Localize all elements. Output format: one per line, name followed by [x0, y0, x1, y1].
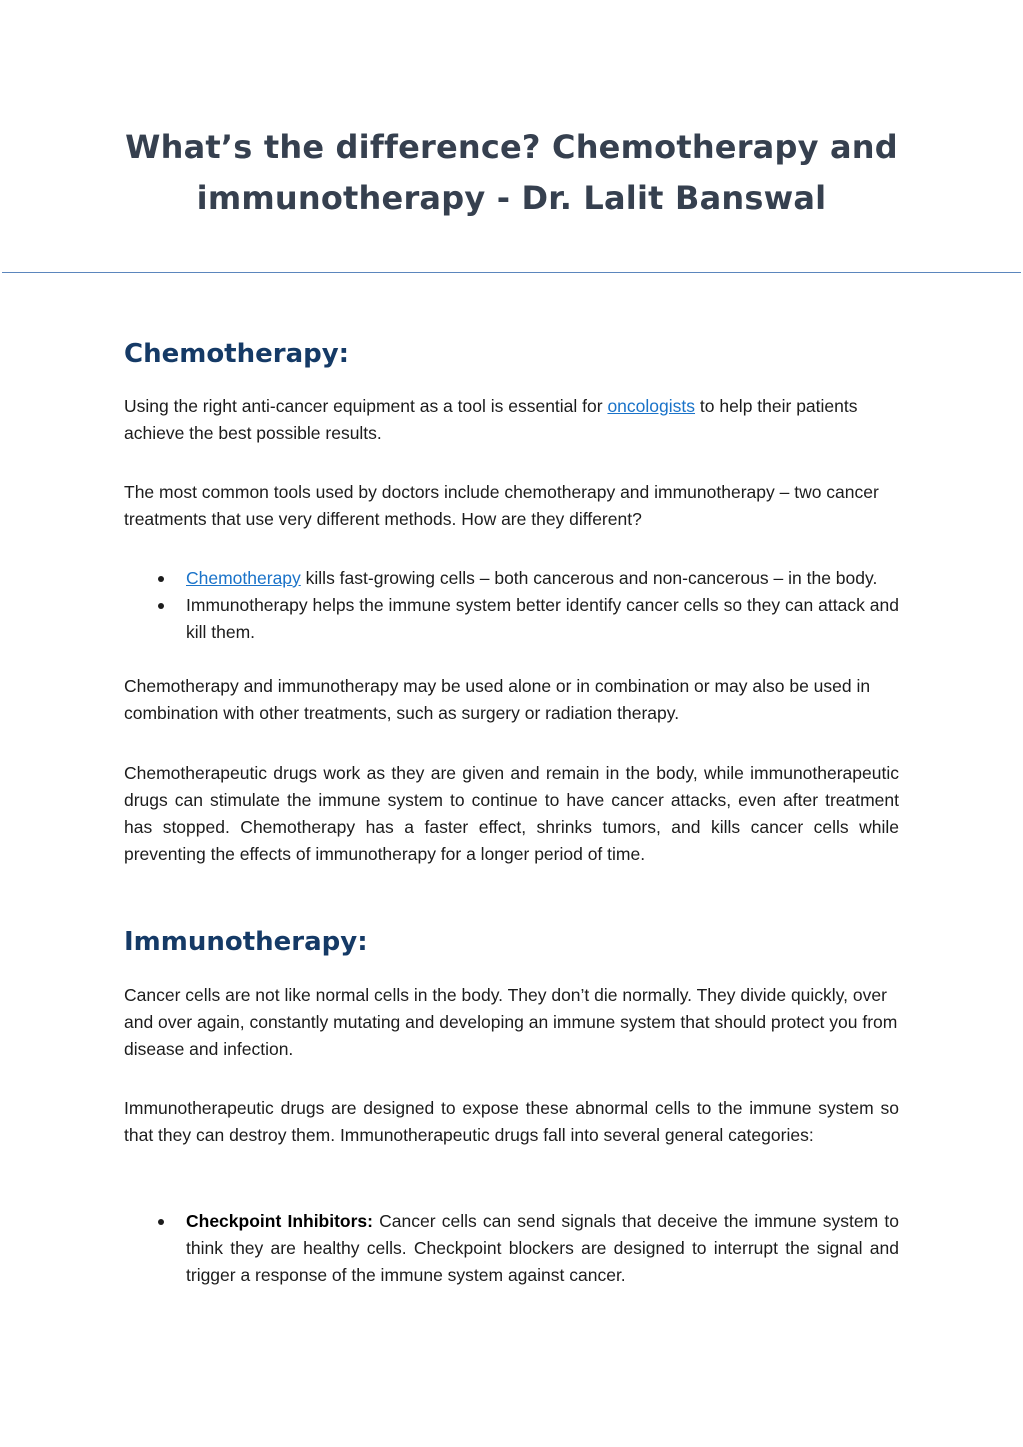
- immunotherapy-bullet-list: [124, 1208, 899, 1289]
- chemotherapy-paragraph-1: [124, 393, 899, 447]
- list-item: [124, 1208, 899, 1289]
- immunotherapy-paragraph-2: Immunotherapeutic drugs are designed to expose these abnormal cells to the immune system so that they can destroy them. Immunotherapeutic drugs fall into several general categories:: [124, 1098, 899, 1145]
- chemotherapy-link[interactable]: Chemotherapy: [186, 568, 301, 588]
- immunotherapy-heading: Immunotherapy:: [124, 927, 368, 957]
- chemotherapy-heading: Chemotherapy:: [124, 339, 350, 369]
- bullet-dot-icon: [158, 1219, 164, 1225]
- document-title: [0, 122, 1023, 224]
- oncologists-link[interactable]: oncologists: [607, 396, 696, 416]
- checkpoint-inhibitors-label: Checkpoint Inhibitors:: [186, 1211, 373, 1231]
- list-item: [124, 592, 899, 646]
- chemotherapy-paragraph-2: The most common tools used by doctors include chemotherapy and immunotherapy – two cancer treatments that use very different methods. How are they different?: [124, 482, 879, 529]
- chemo-p1-text-before: Using the right anti-cancer equipment as a tool is essential for: [124, 396, 608, 416]
- chemo-p1-text-after: to help their patients achieve the best possible results.: [124, 396, 858, 443]
- bullet-text: Immunotherapy helps the immune system better identify cancer cells so they can attack and kill them.: [186, 595, 899, 642]
- immunotherapy-paragraph-1: Cancer cells are not like normal cells in the body. They don’t die normally. They divide quickly, over and over again, constantly mutating and developing an immune system that should protect you from disease and infection.: [124, 985, 898, 1059]
- chemotherapy-paragraph-4: Chemotherapeutic drugs work as they are given and remain in the body, while immunotherapeutic drugs can stimulate the immune system to continue to have cancer attacks, even after treatment has stopped. Chemotherapy has a faster effect, shrinks tumors, and kills cancer cells while preventing the effects of immunotherapy for a longer period of time.: [124, 763, 899, 864]
- list-item: [124, 565, 899, 592]
- bullet-dot-icon: [158, 603, 164, 609]
- bullet-text: kills fast-growing cells – both cancerous and non-cancerous – in the body.: [300, 568, 878, 588]
- title-line-1: What’s the difference? Chemotherapy and: [125, 128, 898, 166]
- bullet-text: Cancer cells can send signals that deceive the immune system to think they are healthy cells. Checkpoint blockers are designed to interrupt the signal and trigger a response of the immune system against cancer.: [186, 1211, 899, 1285]
- title-divider: [2, 272, 1021, 273]
- title-line-2: immunotherapy - Dr. Lalit Banswal: [196, 179, 827, 217]
- chemotherapy-paragraph-3: Chemotherapy and immunotherapy may be used alone or in combination or may also be used in combination with other treatments, such as surgery or radiation therapy.: [124, 676, 871, 723]
- bullet-dot-icon: [158, 576, 164, 582]
- chemotherapy-bullet-list: [124, 565, 899, 646]
